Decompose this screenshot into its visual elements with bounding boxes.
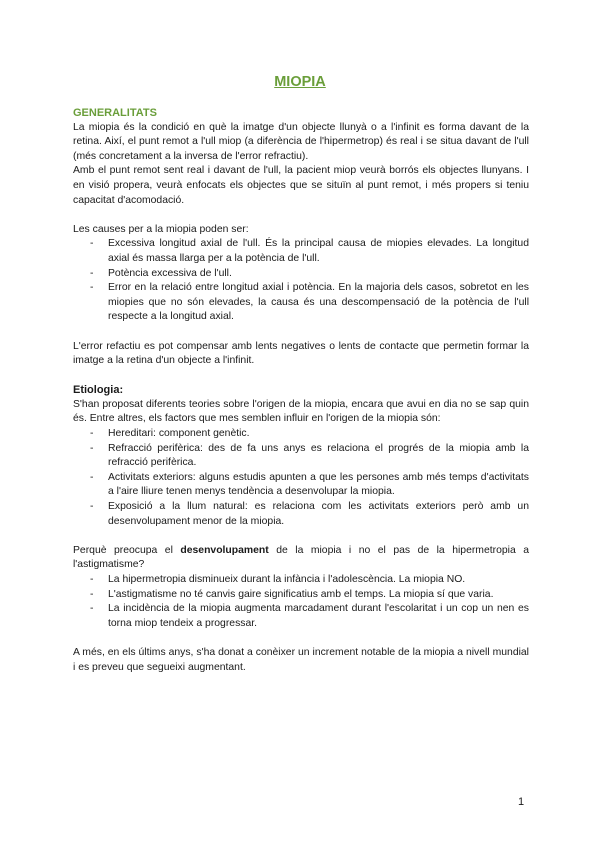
section-heading-generalitats: GENERALITATS — [73, 107, 157, 119]
list-item: - Refracció perifèrica: des de fa uns anys es relaciona el progrés de la miopia amb la refracció perifèrica. — [108, 442, 529, 471]
etiologia-list — [73, 427, 529, 529]
paragraph: La miopia és la condició en què la imatge d'un objecte llunyà o a l'infinit es forma davant de la retina. Així, el punt remot a l'ull miop (a diferència de l'hipermetrop) és real i se situa davant de l'ull (més concretament a la inversa de l'error refractiu). — [73, 121, 529, 162]
list-item: - Excessiva longitud axial de l'ull. És la principal causa de miopies elevades. La longitud axial és massa llarga per a la potència de l'ull. — [108, 237, 529, 266]
document-body — [73, 106, 529, 675]
paragraph-question: Perquè preocupa el desenvolupament de la miopia i no el pas de la hipermetropia a l'astigmatisme? — [73, 544, 529, 571]
paragraph: L'error refactiu es pot compensar amb lents negatives o lents de contacte que permetin formar la imatge a la retina d'un objecte a l'infinit. — [73, 340, 529, 367]
list-item: - La hipermetropia disminueix durant la infància i l'adolescència. La miopia NO. — [108, 573, 529, 588]
bold-term: desenvolupament — [180, 544, 269, 556]
preocupa-list — [73, 573, 529, 631]
paragraph: Amb el punt remot sent real i davant de l'ull, la pacient miop veurà borrós els objectes llunyans. I en visió propera, veurà enfocats els objectes que se situïn al punt remot, i més propers si teniu capacitat d'acomodació. — [73, 165, 529, 206]
list-item: - Exposició a la llum natural: es relaciona com les activitats exteriors però amb un desenvolupament menor de la miopia. — [108, 500, 529, 529]
paragraph: Les causes per a la miopia poden ser: — [73, 223, 249, 235]
section-heading-etiologia: Etiologia: — [73, 384, 124, 397]
page-title: MIOPIA — [274, 74, 326, 90]
paragraph: A més, en els últims anys, s'ha donat a conèixer un increment notable de la miopia a nivell mundial i es preveu que segueixi augmentant. — [73, 646, 529, 673]
paragraph: S'han proposat diferents teories sobre l'origen de la miopia, encara que avui en dia no se sap quin és. Entre altres, els factors que mes semblen influir en l'origen de la miopia són: — [73, 398, 529, 425]
list-item: - Hereditari: component genètic. — [108, 427, 529, 442]
list-item: - Activitats exteriors: alguns estudis apunten a que les persones amb més temps d'activitats a l'aire lliure tenen menys tendència a desenvolupar la miopia. — [108, 471, 529, 500]
list-item: - Potència excessiva de l'ull. — [108, 267, 529, 282]
page-number: 1 — [518, 796, 525, 808]
list-item: - La incidència de la miopia augmenta marcadament durant l'escolaritat i un cop un nen es torna miop tendeix a progressar. — [108, 602, 529, 631]
list-item: - Error en la relació entre longitud axial i potència. En la majoria dels casos, sobretot en les miopies que no són elevades, la causa és una descompensació de la potència de l'ull respecte a la longitud axial. — [108, 281, 529, 325]
list-item: - L'astigmatisme no té canvis gaire significatius amb el temps. La miopia sí que varia. — [108, 588, 529, 603]
causes-list — [73, 237, 529, 325]
